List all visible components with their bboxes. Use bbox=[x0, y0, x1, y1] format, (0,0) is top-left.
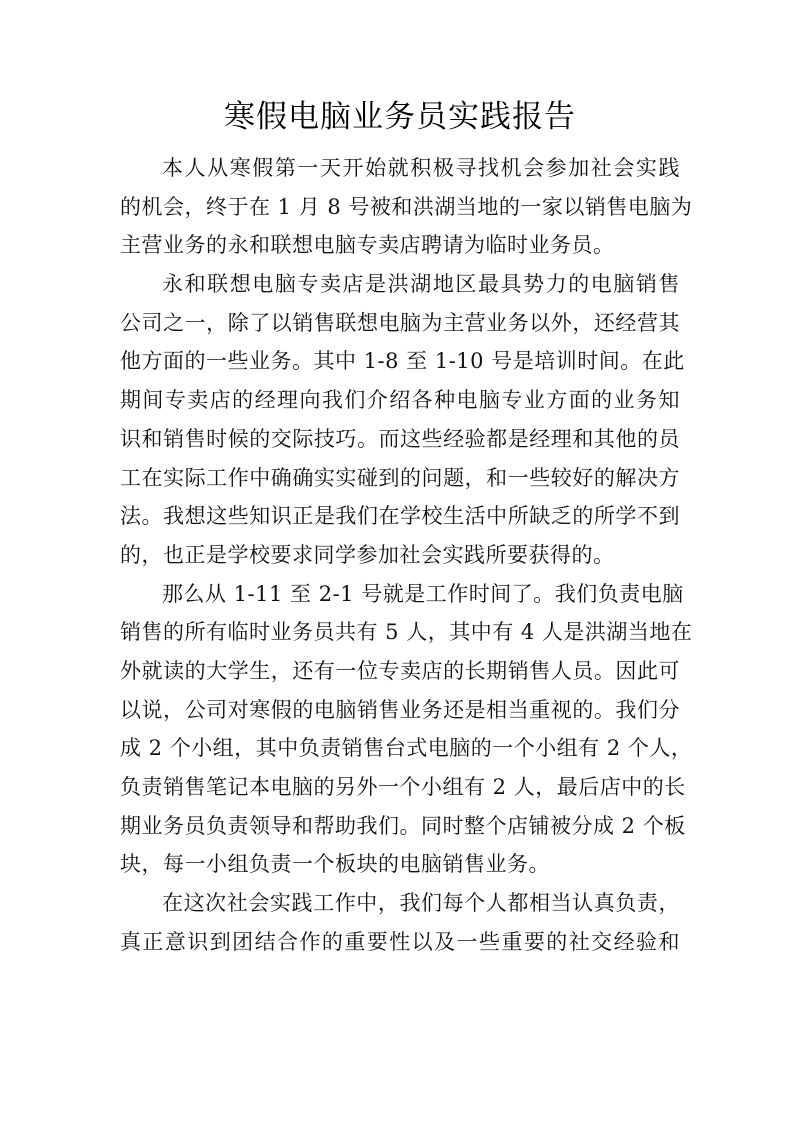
paragraph-line: 的，也正是学校要求同学参加社会实践所要获得的。 bbox=[120, 542, 615, 567]
paragraph-line: 工在实际工作中确确实实碰到的问题，和一些较好的解决方 bbox=[120, 465, 680, 490]
paragraph-line: 负责销售笔记本电脑的另外一个小组有 2 人，最后店中的长 bbox=[120, 775, 686, 799]
paragraph-line: 外就读的大学生，还有一位专卖店的长期销售人员。因此可 bbox=[120, 658, 680, 683]
paragraph-line: 的机会，终于在 1 月 8 号被和洪湖当地的一家以销售电脑为 bbox=[120, 194, 693, 219]
paragraph-line: 销售的所有临时业务员共有 5 人，其中有 4 人是洪湖当地在 bbox=[120, 620, 693, 645]
paragraph-line: 永和联想电脑专卖店是洪湖地区最具势力的电脑销售 bbox=[162, 272, 680, 297]
paragraph-line: 以说，公司对寒假的电脑销售业务还是相当重视的。我们分 bbox=[120, 697, 680, 722]
paragraph-line: 识和销售时候的交际技巧。而这些经验都是经理和其他的员 bbox=[120, 426, 680, 451]
paragraph-1 bbox=[120, 149, 693, 265]
paragraph-4 bbox=[120, 884, 680, 961]
paragraph-line: 块，每一小组负责一个板块的电脑销售业务。 bbox=[120, 852, 550, 877]
paragraph-line: 真正意识到团结合作的重要性以及一些重要的社交经验和 bbox=[120, 929, 680, 954]
paragraph-line: 他方面的一些业务。其中 1-8 至 1-10 号是培训时间。在此 bbox=[120, 349, 685, 374]
paragraph-line: 公司之一，除了以销售联想电脑为主营业务以外，还经营其 bbox=[120, 310, 680, 335]
document-body bbox=[120, 149, 693, 961]
document-title: 寒假电脑业务员实践报告 bbox=[224, 99, 576, 135]
paragraph-line: 在这次社会实践工作中，我们每个人都相当认真负责， bbox=[162, 891, 680, 916]
paragraph-line: 主营业务的永和联想电脑专卖店聘请为临时业务员。 bbox=[120, 233, 615, 258]
paragraph-line: 法。我想这些知识正是我们在学校生活中所缺乏的所学不到 bbox=[120, 504, 680, 529]
paragraph-3 bbox=[120, 575, 693, 885]
paragraph-line: 本人从寒假第一天开始就积极寻找机会参加社会实践 bbox=[162, 156, 680, 180]
paragraph-line: 期间专卖店的经理向我们介绍各种电脑专业方面的业务知 bbox=[120, 388, 680, 413]
paragraph-line: 那么从 1-11 至 2-1 号就是工作时间了。我们负责电脑 bbox=[162, 581, 684, 606]
paragraph-2 bbox=[120, 265, 685, 575]
paragraph-line: 期业务员负责领导和帮助我们。同时整个店铺被分成 2 个板 bbox=[120, 813, 686, 838]
paragraph-line: 成 2 个小组，其中负责销售台式电脑的一个小组有 2 个人， bbox=[120, 736, 693, 761]
